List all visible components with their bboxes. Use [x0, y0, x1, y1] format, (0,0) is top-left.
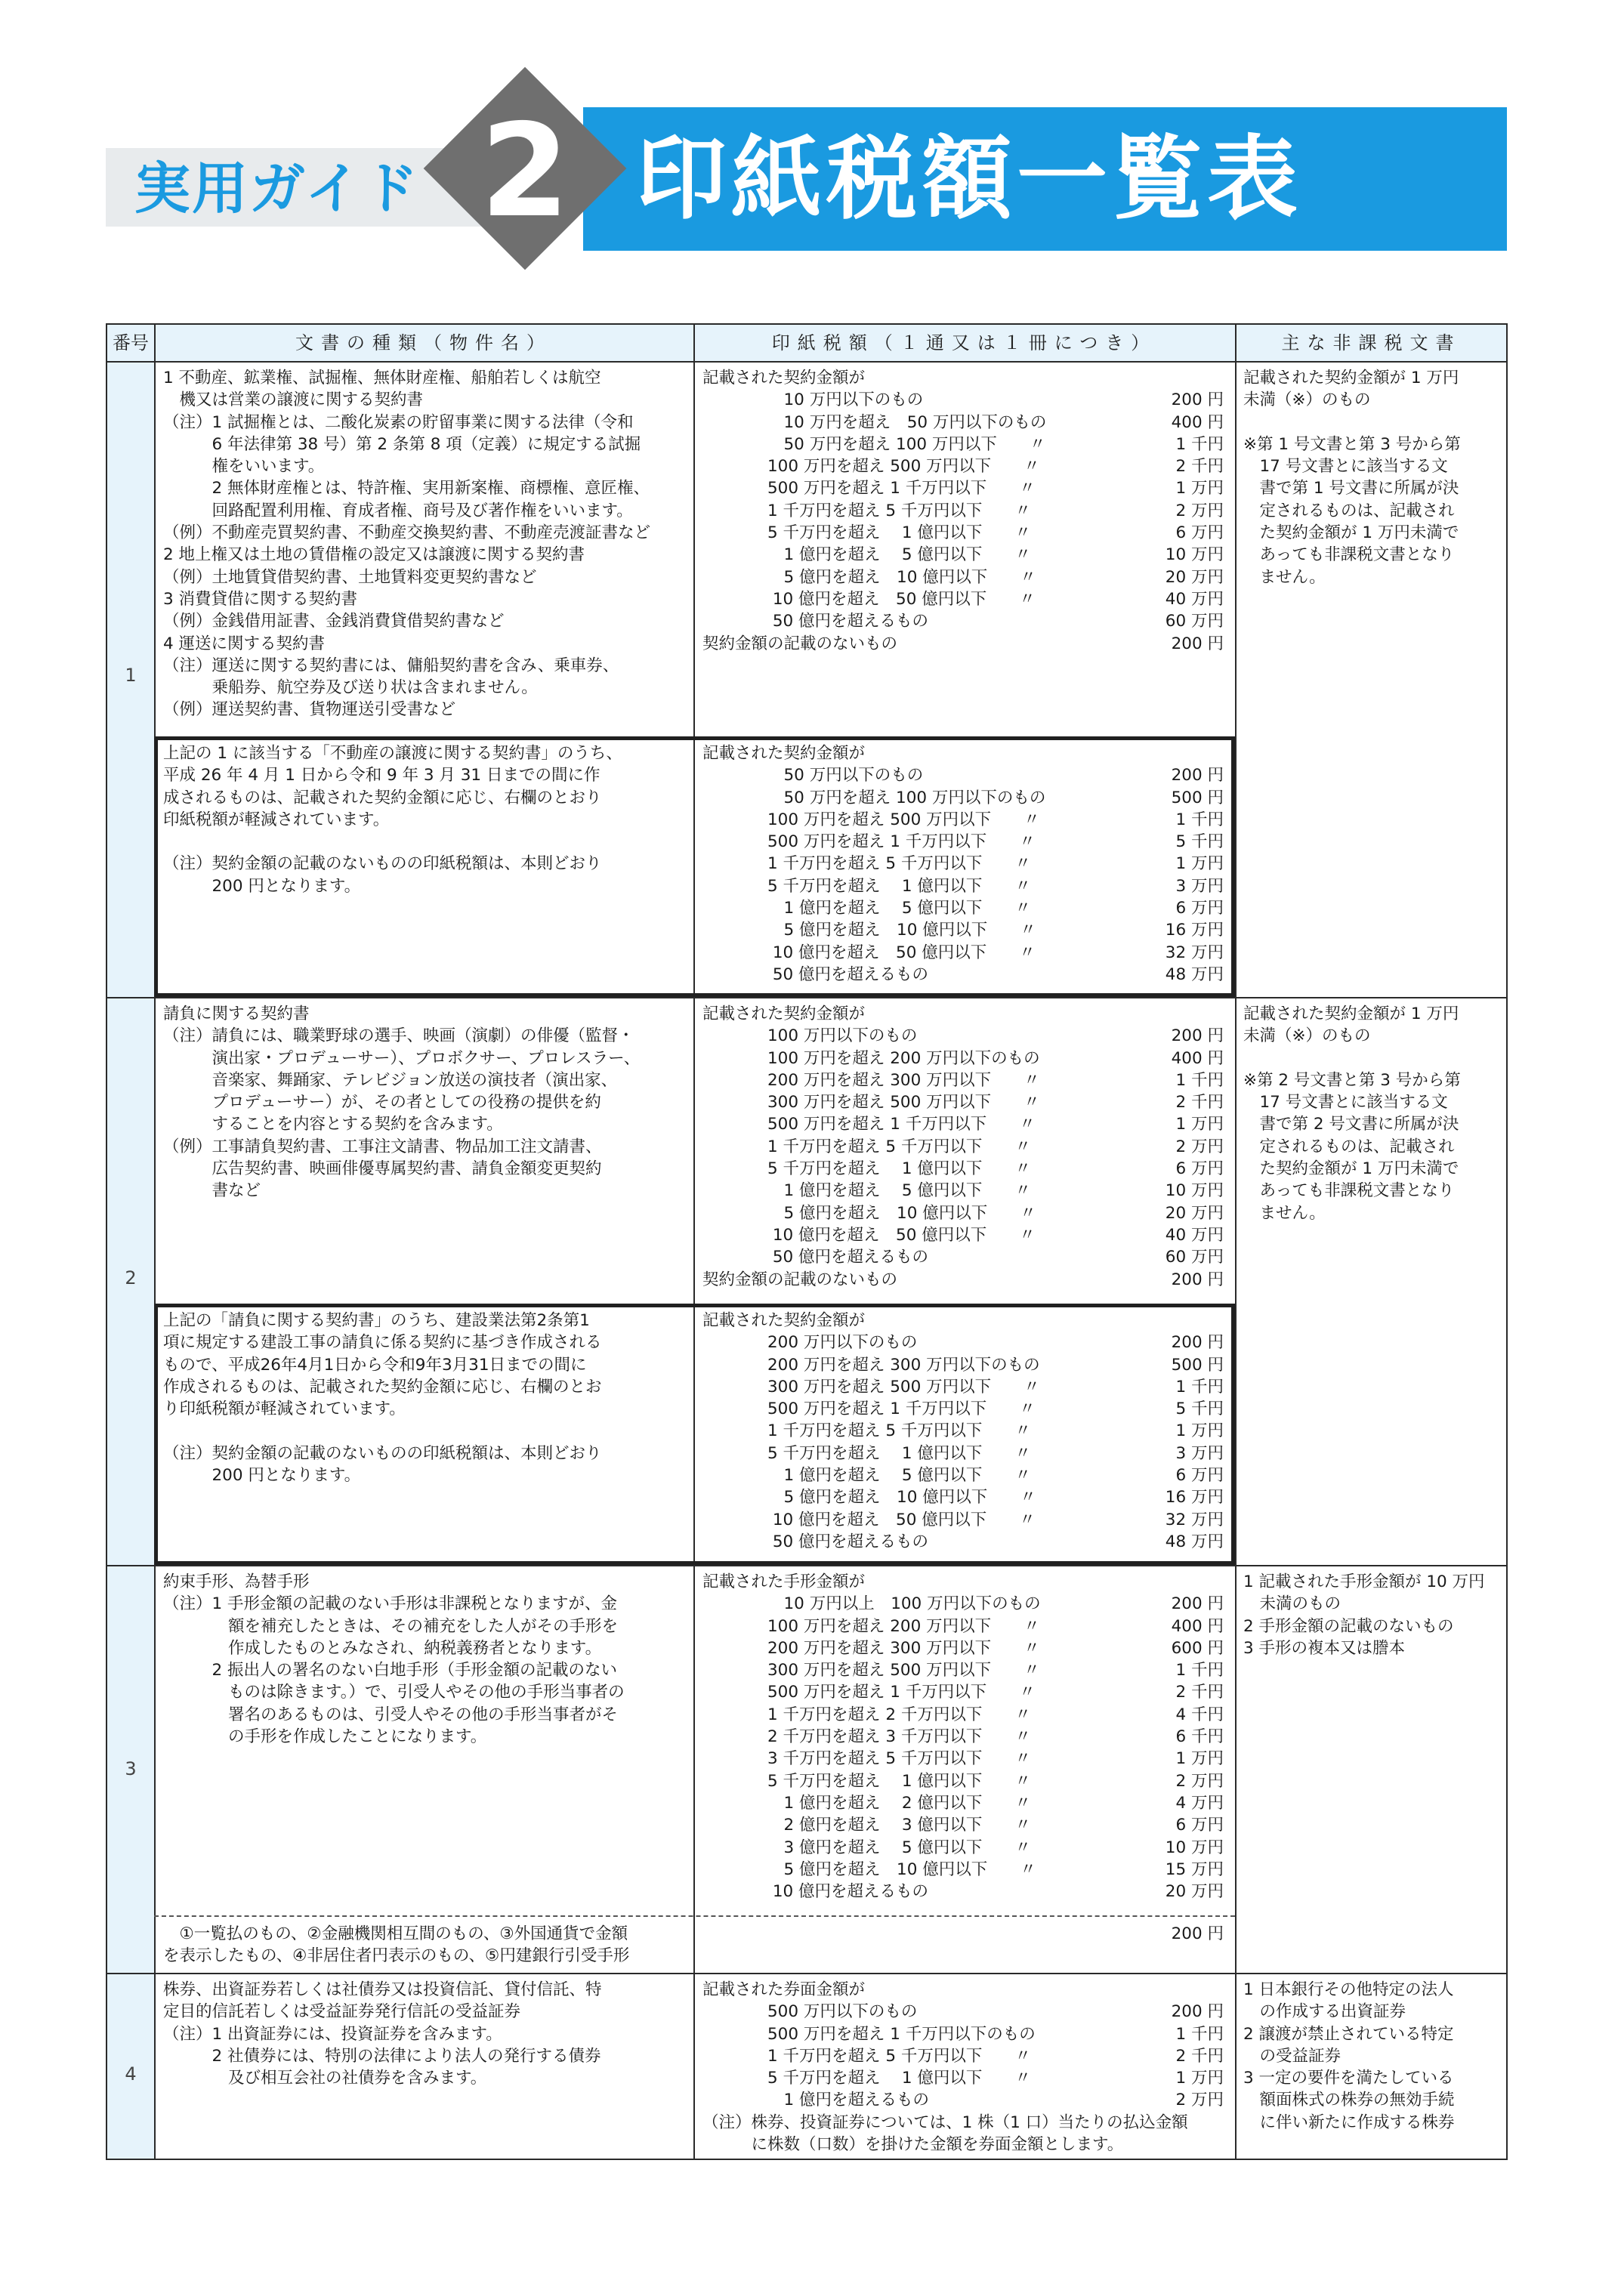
tax-amount-range: 5 億円を超え 10 億円以下 〃 — [702, 1203, 1036, 1223]
tax-rate-line — [702, 919, 1224, 941]
row3-exempt-text: 1 記載された手形金額が 10 万円 未満のもの 2 手形金額の記載のないもの 3 手形の複本又は謄本 — [1243, 1572, 1485, 1658]
tax-value: 1 万円 — [1175, 479, 1224, 498]
col-header-number: 番号 — [113, 332, 149, 353]
tax-rate-line — [702, 1659, 1224, 1681]
tax-value: 16 万円 — [1165, 921, 1224, 940]
tax-rate-line — [702, 1704, 1224, 1726]
tax-amount-range: 1 億円を超え 5 億円以下 〃 — [702, 899, 1031, 918]
tax-rate-line — [702, 853, 1224, 875]
tax-value: 500 円 — [1171, 788, 1224, 807]
tax-value: 1 万円 — [1175, 1115, 1224, 1134]
tax-amount-range: 5 億円を超え 10 億円以下 〃 — [702, 921, 1036, 940]
tax-rate-line — [702, 1246, 1224, 1268]
tax-rate-line — [702, 2023, 1224, 2045]
number-column-shading — [107, 325, 154, 2159]
tax-amount-range: 1 億円を超え 5 億円以下 〃 — [702, 1466, 1031, 1486]
tax-rate-line — [702, 1464, 1224, 1486]
row-number-4: 4 — [125, 2063, 137, 2085]
tax-amount-range: 10 億円を超え 50 億円以下 〃 — [702, 589, 1036, 609]
tax-amount-range: 500 万円を超え 1 千万円以下 〃 — [702, 1683, 1036, 1702]
tax-value: 60 万円 — [1165, 612, 1224, 631]
tax-rate-line — [702, 1509, 1224, 1531]
tax-rate-line — [702, 566, 1224, 588]
tax-rate-line — [702, 389, 1224, 411]
row-number-2: 2 — [125, 1267, 137, 1288]
tax-value: 1 千円 — [1175, 434, 1224, 454]
row3-document-text: 約束手形、為替手形 （注）1 手形金額の記載のない手形は非課税となりますが、金 額を補充したときは、その補充をした人がその手形を 作成したものとみなされ、納税義務者となります。 2 振出人の署名のない白地手形（手形金額の記載のない ものは除きます。）で、引受人やその他の手形当事者の 署名のあるものは、引受人やその他の手形当事者がそ の手形を作成したことになります。 — [163, 1572, 625, 1747]
tax-rate-line — [702, 1180, 1224, 1202]
tax-value: 4 千円 — [1175, 1705, 1224, 1724]
col-header-exempt: 主な非課税文書 — [1281, 332, 1462, 353]
tax-value: 200 円 — [1171, 390, 1224, 410]
tax-amount-range: 5 億円を超え 10 億円以下 〃 — [702, 1488, 1036, 1508]
tax-rate-line — [702, 1091, 1224, 1113]
tax-value: 2 万円 — [1175, 501, 1224, 520]
tax-value: 20 万円 — [1165, 1203, 1224, 1223]
tax-amount-range: 2 億円を超え 3 億円以下 〃 — [702, 1816, 1031, 1835]
tax-amount-range: 2 千万円を超え 3 千万円以下 〃 — [702, 1727, 1031, 1747]
tax-value: 2 万円 — [1175, 1137, 1224, 1156]
tax-value: 6 万円 — [1175, 1159, 1224, 1179]
tax-amount-range: 100 万円を超え 500 万円以下 〃 — [702, 810, 1040, 829]
row2-exempt-text: 記載された契約金額が 1 万円 未満（※）のもの ※第 2 号文書と第 3 号から第 17 号文書とに該当する文 書で第 2 号文書に所属が決 定されるものは、記載され た契約金額が 1 万円未満で あっても非課税文書となり ません。 — [1243, 1005, 1461, 1223]
tax-rate-line — [702, 1792, 1224, 1814]
tax-amount-range: 50 万円以下のもの — [702, 766, 924, 785]
row4-tax-lines — [702, 2001, 1224, 2111]
tax-amount-range: 100 万円を超え 200 万円以下 〃 — [702, 1616, 1040, 1636]
row3-special-bills-amount: 200 円 — [1171, 1924, 1224, 1943]
row1-exempt-text: 記載された契約金額が 1 万円 未満（※）のもの ※第 1 号文書と第 3 号から第 17 号文書とに該当する文 書で第 1 号文書に所属が決 定されるものは、記載され た契約金額が 1 万円未満で あっても非課税文書となり ません。 — [1243, 369, 1461, 587]
col-header-stamp-tax: 印紙税額（１通又は１冊につき） — [771, 332, 1157, 353]
row1-tax-block — [702, 367, 1224, 655]
tax-rate-line — [702, 500, 1224, 522]
tax-amount-range: 1 億円を超え 2 億円以下 〃 — [702, 1793, 1031, 1813]
row4-exempt-text: 1 日本銀行その他特定の法人 の作成する出資証券 2 譲渡が禁止されている特定 の受益証券 3 一定の要件を満たしている 額面株式の株券の無効手続 に伴い新たに作成する株券 — [1243, 1980, 1455, 2132]
tax-rate-line — [702, 1048, 1224, 1069]
tax-rate-line — [702, 1332, 1224, 1353]
tax-value: 1 千円 — [1175, 2024, 1224, 2044]
tax-rate-line — [702, 942, 1224, 964]
row3-tax-block — [702, 1571, 1224, 1903]
tax-rate-line — [702, 2067, 1224, 2089]
tax-value: 2 千円 — [1175, 1093, 1224, 1113]
tax-rate-line — [702, 1420, 1224, 1442]
tax-value: 200 円 — [1171, 766, 1224, 785]
tax-value: 32 万円 — [1165, 943, 1224, 962]
tax-amount-range: 1 億円を超え 5 億円以下 〃 — [702, 1181, 1031, 1201]
tax-amount-range: 300 万円を超え 500 万円以下 〃 — [702, 1377, 1040, 1396]
tax-amount-range: 50 万円を超え 100 万円以下のもの — [702, 788, 1046, 807]
tax-value: 200 円 — [1171, 1594, 1224, 1614]
tax-amount-range: 100 万円を超え 200 万円以下のもの — [702, 1048, 1040, 1068]
row3-tax-lines — [702, 1593, 1224, 1903]
tax-rate-line — [702, 1443, 1224, 1464]
tax-amount-range: 1 千万円を超え 5 千万円以下 〃 — [702, 1421, 1031, 1441]
tax-value: 400 円 — [1171, 1616, 1224, 1636]
tax-amount-range: 300 万円を超え 500 万円以下 〃 — [702, 1093, 1040, 1113]
row1-tax-lines — [702, 389, 1224, 655]
page-header — [0, 0, 1624, 302]
tax-rate-line — [702, 1770, 1224, 1792]
tax-value: 1 千円 — [1175, 810, 1224, 829]
guide-number: 2 — [480, 97, 570, 246]
tax-rate-line — [702, 2001, 1224, 2023]
tax-amount-range: 100 万円以下のもの — [702, 1026, 918, 1046]
tax-value: 10 万円 — [1165, 545, 1224, 565]
tax-value: 2 千円 — [1175, 2046, 1224, 2066]
tax-amount-range: 5 千万円を超え 1 億円以下 〃 — [702, 1443, 1031, 1463]
row1-reduced-tax-lines — [702, 764, 1224, 986]
row3-special-bills-text: ①一覧払のもの、②金融機関相互間のもの、③外国通貨で金額 を表示したもの、④非居住者円表示のもの、⑤円建銀行引受手形 — [163, 1924, 630, 1966]
tax-rate-line — [702, 1376, 1224, 1398]
tax-amount-range: 10 億円を超え 50 億円以下 〃 — [702, 1510, 1036, 1529]
tax-value: 1 千円 — [1175, 1070, 1224, 1090]
row2-document-text: 請負に関する契約書 （注）請負には、職業野球の選手、映画（演劇）の俳優（監督・ 演出家・プロデューサー）、プロボクサー、プロレスラー、 音楽家、舞踊家、テレビジョン放送の演技者（演出家、 プロデューサー）が、その者としての役務の提供を約 することを内容とする契約を含みます。 （例）工事請負契約書、工事注文請書、物品加工注文請書、 広告契約書、映画俳優専属契約書、請負金額変更契約 書など — [163, 1005, 641, 1201]
tax-amount-range: 1 千万円を超え 2 千万円以下 〃 — [702, 1705, 1031, 1724]
tax-rate-line — [702, 434, 1224, 455]
row-number-3: 3 — [125, 1758, 137, 1779]
col-header-document-type: 文書の種類（物件名） — [295, 332, 552, 353]
row3-tax-heading: 記載された手形金額が — [702, 1572, 866, 1591]
header-divider — [107, 361, 1508, 363]
tax-rate-line — [702, 1531, 1224, 1553]
tax-amount-range: 1 千万円を超え 5 千万円以下 〃 — [702, 854, 1031, 874]
tax-amount-range: 10 億円を超え 50 億円以下 〃 — [702, 943, 1036, 962]
tax-value: 4 万円 — [1175, 1793, 1224, 1813]
guide-label: 実用ガイド — [134, 156, 420, 221]
tax-rate-line — [702, 1069, 1224, 1091]
row2-tax-lines — [702, 1025, 1224, 1291]
tax-value: 60 万円 — [1165, 1248, 1224, 1267]
tax-rate-line — [702, 1158, 1224, 1180]
tax-value: 1 万円 — [1175, 854, 1224, 874]
tax-value: 5 千円 — [1175, 1400, 1224, 1419]
tax-rate-line — [702, 809, 1224, 831]
col-divider-1 — [154, 325, 156, 2159]
tax-value: 6 万円 — [1175, 1466, 1224, 1486]
tax-rate-line — [702, 1202, 1224, 1224]
tax-amount-range: 契約金額の記載のないもの — [702, 634, 898, 653]
tax-amount-range: 5 千万円を超え 1 億円以下 〃 — [702, 876, 1031, 896]
tax-value: 6 万円 — [1175, 1816, 1224, 1835]
tax-rate-line — [702, 1136, 1224, 1158]
row1-reduced-tax-heading: 記載された契約金額が — [702, 744, 866, 763]
tax-rate-line — [702, 455, 1224, 477]
tax-rate-line — [702, 764, 1224, 786]
tax-amount-range: 10 億円を超えるもの — [702, 1882, 929, 1902]
tax-value: 48 万円 — [1165, 1532, 1224, 1551]
tax-rate-line — [702, 1593, 1224, 1615]
row2-reduced-tax-block — [702, 1310, 1224, 1553]
tax-value: 15 万円 — [1165, 1859, 1224, 1879]
tax-amount-range: 200 万円を超え 300 万円以下のもの — [702, 1355, 1040, 1375]
tax-amount-range: 500 万円を超え 1 千万円以下のもの — [702, 2024, 1036, 2044]
tax-value: 6 千円 — [1175, 1727, 1224, 1747]
tax-value: 200 円 — [1171, 1026, 1224, 1046]
tax-value: 1 千円 — [1175, 1377, 1224, 1396]
tax-rate-line — [702, 831, 1224, 853]
tax-rate-line — [702, 1354, 1224, 1376]
tax-amount-range: 50 億円を超えるもの — [702, 612, 929, 631]
tax-value: 600 円 — [1171, 1638, 1224, 1658]
tax-value: 20 万円 — [1165, 567, 1224, 587]
tax-rate-line — [702, 477, 1224, 499]
tax-rate-line — [702, 1269, 1224, 1291]
tax-amount-range: 5 千万円を超え 1 億円以下 〃 — [702, 1159, 1031, 1179]
tax-value: 2 千円 — [1175, 457, 1224, 477]
row4-tax-block — [702, 1979, 1224, 2156]
tax-value: 2 千円 — [1175, 1683, 1224, 1702]
tax-rate-line — [702, 875, 1224, 897]
row1-reduced-document-text: 上記の 1 に該当する「不動産の譲渡に関する契約書」のうち、 平成 26 年 4 月 1 日から令和 9 年 3 月 31 日までの間に作 成されるものは、記載された契約金額に応じ、右欄のとおり 印紙税額が軽減されています。 （注）契約金額の記載のないものの印紙税額は、本則どおり 200 円となります。 — [163, 744, 622, 896]
tax-amount-range: 50 億円を超えるもの — [702, 1248, 929, 1267]
tax-value: 48 万円 — [1165, 964, 1224, 984]
tax-rate-line — [702, 1681, 1224, 1703]
tax-rate-line — [702, 2045, 1224, 2067]
tax-value: 400 円 — [1171, 1048, 1224, 1068]
tax-amount-range: 5 億円を超え 10 億円以下 〃 — [702, 567, 1036, 587]
tax-rate-line — [702, 1113, 1224, 1135]
tax-value: 10 万円 — [1165, 1181, 1224, 1201]
tax-rate-line — [702, 2089, 1224, 2111]
tax-rate-line — [702, 1859, 1224, 1881]
tax-amount-range: 1 千万円を超え 5 千万円以下 〃 — [702, 1137, 1031, 1156]
tax-rate-line — [702, 1837, 1224, 1859]
tax-value: 200 円 — [1171, 1333, 1224, 1353]
tax-amount-range: 3 億円を超え 5 億円以下 〃 — [702, 1838, 1031, 1857]
row2-tax-heading: 記載された契約金額が — [702, 1005, 866, 1023]
row4-tax-note: （注）株券、投資証券については、1 株（1 口）当たりの払込金額 に株数（口数）を掛けた金額を券面金額とします。 — [702, 2112, 1188, 2155]
tax-amount-range: 100 万円を超え 500 万円以下 〃 — [702, 457, 1040, 477]
tax-amount-range: 10 万円以下のもの — [702, 390, 924, 410]
row2-reduced-document-text: 上記の「請負に関する契約書」のうち、建設業法第2条第1 項に規定する建設工事の請負に係る契約に基づき作成される もので、平成26年4月1日から令和9年3月31日までの間に 作成されるものは、記載された契約金額に応じ、右欄のとお り印紙税額が軽減されています。 （注）契約金額の記載のないものの印紙税額は、本則どおり 200 円となります。 — [163, 1311, 602, 1486]
tax-rate-line — [702, 544, 1224, 566]
row1-tax-heading: 記載された契約金額が — [702, 369, 866, 387]
tax-amount-range: 50 億円を超えるもの — [702, 964, 929, 984]
tax-rate-line — [702, 1748, 1224, 1770]
tax-rate-line — [702, 1616, 1224, 1637]
row3-special-divider — [154, 1915, 1235, 1917]
tax-amount-range: 50 億円を超えるもの — [702, 1532, 929, 1551]
tax-amount-range: 1 億円を超えるもの — [702, 2091, 930, 2110]
row1-document-text: 1 不動産、鉱業権、試掘権、無体財産権、船舶若しくは航空 機又は営業の譲渡に関する契約書 （注）1 試掘権とは、二酸化炭素の貯留事業に関する法律（令和 6 年法律第 38 号）第 2 条第 8 項（定義）に規定する試掘 権をいいます。 2 無体財産権とは、特許権、実用新案権、商標権、意匠権、 回路配置利用権、育成者権、商号及び著作権をいいます。 （例）不動産売買契約書、不動産交換契約書、不動産売渡証書など 2 地上権又は土地の賃借権の設定又は譲渡に関する契約書 （例）土地賃貸借契約書、土地賃料変更契約書など 3 消費貸借に関する契約書 （例）金銭借用証書、金銭消費貸借契約書など 4 運送に関する契約書 （注）運送に関する契約書には、傭船契約書を含み、乗車券、 乗船券、航空券及び送り状は含まれません。 （例）運送契約書、貨物運送引受書など — [163, 369, 651, 720]
tax-rate-line — [702, 787, 1224, 809]
tax-amount-range: 1 千万円を超え 5 千万円以下 〃 — [702, 2046, 1031, 2066]
tax-value: 5 千円 — [1175, 832, 1224, 852]
tax-amount-range: 500 万円を超え 1 千万円以下 〃 — [702, 1115, 1036, 1134]
row4-document-text: 株券、出資証券若しくは社債券又は投資信託、貸付信託、特 定目的信託若しくは受益証券発行信託の受益証券 （注）1 出資証券には、投資証券を含みます。 2 社債券には、特別の法律により法人の発行する債券 及び相互会社の社債券を含みます。 — [163, 1980, 602, 2088]
tax-rate-line — [702, 610, 1224, 632]
tax-value: 500 円 — [1171, 1355, 1224, 1375]
tax-amount-range: 5 千万円を超え 1 億円以下 〃 — [702, 2069, 1031, 2088]
tax-rate-line — [702, 412, 1224, 434]
tax-value: 40 万円 — [1165, 1225, 1224, 1245]
row2-reduced-tax-heading: 記載された契約金額が — [702, 1311, 866, 1330]
tax-value: 6 万円 — [1175, 523, 1224, 543]
row4-tax-heading: 記載された券面金額が — [702, 1980, 866, 1999]
tax-value: 10 万円 — [1165, 1838, 1224, 1857]
tax-value: 3 万円 — [1175, 1443, 1224, 1463]
tax-rate-line — [702, 897, 1224, 919]
tax-value: 200 円 — [1171, 2002, 1224, 2022]
tax-rate-line — [702, 522, 1224, 544]
tax-value: 2 万円 — [1175, 1771, 1224, 1791]
tax-rate-line — [702, 1637, 1224, 1659]
tax-value: 400 円 — [1171, 412, 1224, 432]
tax-value: 40 万円 — [1165, 589, 1224, 609]
tax-value: 3 万円 — [1175, 876, 1224, 896]
tax-amount-range: 200 万円を超え 300 万円以下 〃 — [702, 1638, 1040, 1658]
tax-rate-line — [702, 1726, 1224, 1748]
tax-rate-line — [702, 1025, 1224, 1047]
tax-value: 1 万円 — [1175, 1749, 1224, 1769]
tax-amount-range: 1 億円を超え 5 億円以下 〃 — [702, 545, 1031, 565]
row-divider-2-3 — [107, 1565, 1508, 1566]
row2-reduced-tax-lines — [702, 1332, 1224, 1553]
tax-amount-range: 10 億円を超え 50 億円以下 〃 — [702, 1225, 1036, 1245]
tax-amount-range: 1 千万円を超え 5 千万円以下 〃 — [702, 501, 1031, 520]
row1-reduced-tax-block — [702, 742, 1224, 986]
tax-amount-range: 300 万円を超え 500 万円以下 〃 — [702, 1661, 1040, 1680]
tax-amount-range: 3 千万円を超え 5 千万円以下 〃 — [702, 1749, 1031, 1769]
tax-amount-range: 500 万円を超え 1 千万円以下 〃 — [702, 832, 1036, 852]
tax-value: 6 万円 — [1175, 899, 1224, 918]
tax-rate-line — [702, 1486, 1224, 1508]
tax-rate-line — [702, 1398, 1224, 1420]
tax-amount-range: 500 万円を超え 1 千万円以下 〃 — [702, 1400, 1036, 1419]
tax-amount-range: 5 千万円を超え 1 億円以下 〃 — [702, 523, 1031, 543]
tax-amount-range: 200 万円を超え 300 万円以下 〃 — [702, 1070, 1040, 1090]
tax-rate-line — [702, 1814, 1224, 1836]
tax-value: 16 万円 — [1165, 1488, 1224, 1508]
row-divider-3-4 — [107, 1973, 1508, 1974]
tax-value: 1 千円 — [1175, 1661, 1224, 1680]
tax-amount-range: 10 万円以上 100 万円以下のもの — [702, 1594, 1041, 1614]
tax-amount-range: 50 万円を超え 100 万円以下 〃 — [702, 434, 1046, 454]
tax-amount-range: 200 万円以下のもの — [702, 1333, 918, 1353]
tax-rate-line — [702, 1224, 1224, 1246]
tax-amount-range: 10 万円を超え 50 万円以下のもの — [702, 412, 1047, 432]
col-divider-2 — [693, 325, 695, 2159]
tax-value: 20 万円 — [1165, 1882, 1224, 1902]
col-divider-3 — [1235, 325, 1237, 2159]
tax-amount-range: 契約金額の記載のないもの — [702, 1270, 898, 1289]
tax-value: 1 万円 — [1175, 1421, 1224, 1441]
row2-tax-block — [702, 1003, 1224, 1291]
row-number-1: 1 — [125, 665, 137, 686]
tax-amount-range: 5 億円を超え 10 億円以下 〃 — [702, 1859, 1036, 1879]
tax-rate-line — [702, 588, 1224, 610]
page-title: 印紙税額一覧表 — [636, 127, 1302, 232]
tax-value: 1 万円 — [1175, 2069, 1224, 2088]
row-divider-1-2 — [107, 997, 1508, 998]
tax-value: 2 万円 — [1175, 2091, 1224, 2110]
tax-value: 200 円 — [1171, 1270, 1224, 1289]
tax-amount-range: 5 千万円を超え 1 億円以下 〃 — [702, 1771, 1031, 1791]
tax-value: 32 万円 — [1165, 1510, 1224, 1529]
tax-value: 200 円 — [1171, 634, 1224, 653]
tax-rate-line — [702, 633, 1224, 655]
tax-rate-line — [702, 1881, 1224, 1903]
tax-rate-line — [702, 964, 1224, 986]
tax-amount-range: 500 万円を超え 1 千万円以下 〃 — [702, 479, 1036, 498]
tax-amount-range: 500 万円以下のもの — [702, 2002, 918, 2022]
